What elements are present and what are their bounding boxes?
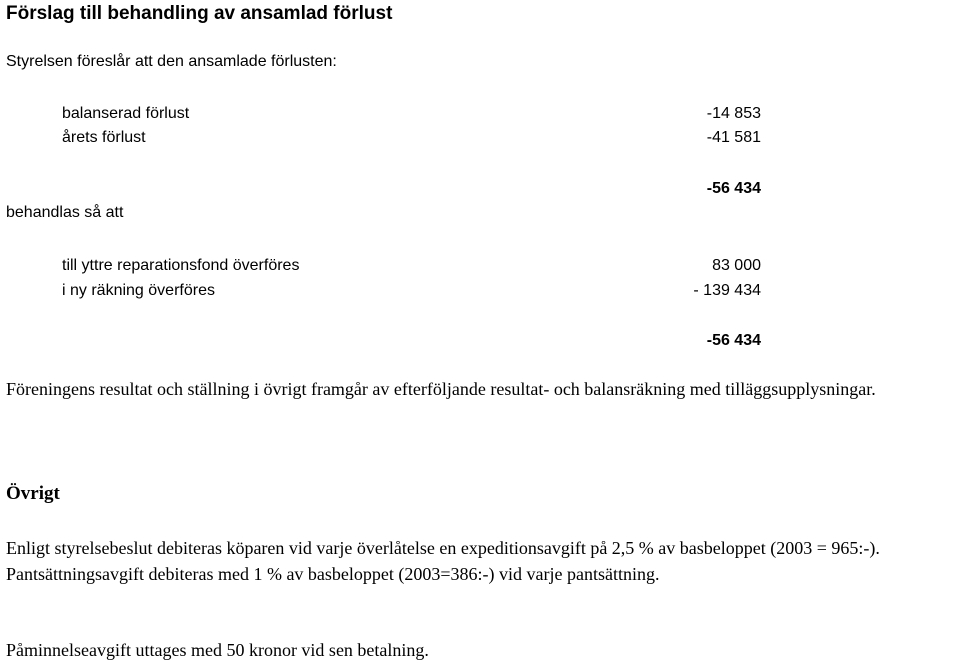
handling-total: -56 434 [706,332,761,349]
intro-text: Styrelsen föreslår att den ansamlade förlusten: [6,53,337,70]
handled-label: behandlas så att [6,204,124,221]
loss-item-label: årets förlust [62,129,146,146]
results-paragraph: Föreningens resultat och ställning i övrigt framgår av efterföljande resultat- och balansräkning med tilläggsupplysningar. [6,379,876,399]
loss-item-value: -41 581 [706,129,761,146]
loss-item-value: -14 853 [706,105,761,122]
reminder-paragraph: Påminnelseavgift uttages med 50 kronor vid sen betalning. [6,640,429,660]
loss-item-label: balanserad förlust [62,105,190,122]
handling-item-label: i ny räkning överföres [62,282,215,299]
other-heading: Övrigt [6,483,60,504]
loss-total: -56 434 [706,180,761,197]
handling-item-label: till yttre reparationsfond överföres [62,257,300,274]
handling-item-value: 83 000 [712,257,761,274]
page-title: Förslag till behandling av ansamlad förlust [6,3,393,24]
fee-paragraph: Enligt styrelsebeslut debiteras köparen vid varje överlåtelse en expeditionsavgift på 2,5 % av basbeloppet (2003 = 965:-). Pantsättningsavgift debiteras med 1 % av basbeloppet (2003=386:-) vid varje pantsättning. [6,538,880,584]
handling-item-value: - 139 434 [693,282,761,299]
